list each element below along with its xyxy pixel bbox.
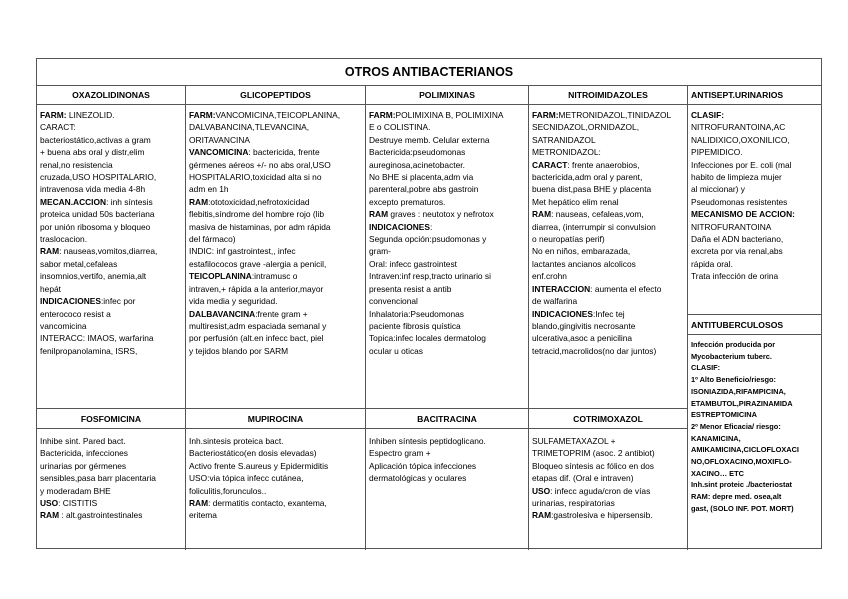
line-text: Intraven:inf resp,tracto urinario si (369, 271, 491, 282)
text-line (691, 146, 819, 158)
line-text: Pseudomonas resistentes (691, 196, 788, 207)
line-text: TRIMETOPRIM (asoc. 2 antibiot) (532, 448, 655, 459)
text-line (532, 221, 684, 233)
text-line: CLASIF: (691, 363, 721, 373)
bold-label: FARM: (40, 110, 67, 120)
bold-label: RAM (189, 498, 209, 509)
text-line (40, 472, 182, 484)
header-fosfomicina: FOSFOMICINA (37, 409, 185, 429)
header-antisept-urinarios: ANTISEPT.URINARIOS (688, 85, 822, 105)
header-bacitracina: BACITRACINA (366, 409, 528, 429)
text-line (532, 183, 684, 195)
line-text: :ototoxicidad,nefrotoxicidad (208, 196, 310, 207)
line-text: presenta resist a antib (369, 283, 452, 294)
text-line (189, 146, 362, 158)
line-text: CARACT: (40, 122, 76, 133)
line-text: :frente gram + (255, 308, 308, 319)
text-line (40, 121, 182, 133)
text-line: Infección producida por (691, 340, 776, 349)
bold-label: MECAN.ACCION (40, 196, 107, 207)
text-line (532, 345, 684, 357)
header-polimixinas: POLIMIXINAS (366, 85, 528, 105)
line-text: NITROFURANTOINA (691, 221, 772, 232)
text-line (40, 146, 182, 158)
text-line: AMIKAMICINA,CICLOFLOXACI (691, 445, 799, 455)
text-line (691, 258, 819, 270)
header-oxazolidinonas: OXAZOLIDINONAS (37, 85, 185, 105)
line-text: traslocacion. (40, 234, 88, 245)
line-text: lactantes ancianos alcolicos (532, 258, 636, 269)
text-line (369, 121, 525, 133)
line-text: parenteral,pobre abs gastroin (369, 184, 479, 195)
line-text: : bactericida, frente (248, 147, 320, 158)
text-line (40, 270, 182, 282)
line-text: VANCOMICINA,TEICOPLANINA, (215, 110, 341, 120)
text-line (532, 447, 684, 459)
line-text: ocular u oticas (369, 345, 423, 356)
bold-label: MECANISMO DE ACCION: (691, 209, 795, 220)
text-line (369, 332, 525, 344)
line-text: SATRANIDAZOL (532, 134, 596, 145)
header-nitroimidazoles: NITROIMIDAZOLES (529, 85, 687, 105)
cell-polimixinas (366, 107, 528, 407)
text-line (369, 233, 525, 245)
text-line (189, 345, 362, 357)
bold-label: FARM: (532, 110, 559, 120)
text-line: ISONIAZIDA,RIFAMPICINA, (691, 386, 786, 396)
line-text: habito de limpieza mujer (691, 172, 782, 183)
text-line (532, 245, 684, 257)
line-text: ORITAVANCINA (189, 134, 250, 145)
text-line (532, 258, 684, 270)
text-line (189, 121, 362, 133)
line-text: : aumenta el efecto (590, 283, 662, 294)
line-text: de walfarina (532, 296, 578, 307)
line-text: enf.crohn (532, 271, 567, 282)
line-text: Met hepático elim renal (532, 196, 619, 207)
bold-label: USO (40, 498, 59, 509)
text-line (532, 159, 684, 171)
text-line (369, 134, 525, 146)
text-line (532, 295, 684, 307)
text-line: 1º Alto Beneficio/riesgo: (691, 375, 776, 385)
text-line (40, 221, 182, 233)
text-line (691, 121, 819, 133)
cell-bacitracina (366, 433, 528, 549)
text-line (189, 332, 362, 344)
bold-label: CARACT (532, 159, 568, 170)
line-text: foliculitis,forunculos.. (189, 485, 267, 496)
line-text: Bacteriostático(en dosis elevadas) (189, 448, 317, 459)
line-text: Bactericida:pseudomonas (369, 147, 466, 158)
text-line (40, 460, 182, 472)
line-text: diarrea, (interrumpir si convulsion (532, 221, 656, 232)
text-line (369, 171, 525, 183)
text-line (40, 196, 182, 208)
header-antituberculosos: ANTITUBERCULOSOS (688, 315, 822, 335)
cell-glicopeptidos (186, 107, 365, 407)
line-text: vida media y seguridad. (189, 296, 278, 307)
cell-antisept-urinarios (688, 107, 822, 313)
text-line (189, 171, 362, 183)
text-line (369, 183, 525, 195)
line-text: intravenosa vida media 4-8h (40, 184, 146, 195)
line-text: vancomicina (40, 320, 87, 331)
line-text: intraven,+ rápida a la anterior,mayor (189, 283, 324, 294)
line-text: o neuropatías perif) (532, 234, 605, 245)
text-line (189, 472, 362, 484)
line-text: :gastrolesiva e hipersensib. (551, 510, 653, 521)
line-text: :infec por (100, 296, 136, 307)
line-text: LINEZOLID. (66, 110, 115, 120)
text-line (369, 221, 525, 233)
text-line (189, 221, 362, 233)
text-line (532, 485, 684, 497)
text-line (532, 233, 684, 245)
line-text: flebitis,síndrome del hombre rojo (lib (189, 209, 324, 220)
text-line (691, 221, 819, 233)
text-line (532, 460, 684, 472)
line-text: por unión ribosoma y bloqueo (40, 221, 151, 232)
text-line (40, 295, 182, 307)
line-text: estafilococos grave -alergia a penicil, (189, 258, 327, 269)
line-text: Trata infección de orina (691, 271, 779, 282)
text-line (40, 109, 182, 121)
text-line (532, 196, 684, 208)
line-text: : nauseas, cefaleas,vom, (551, 209, 644, 220)
text-line (369, 270, 525, 282)
text-line (532, 497, 684, 509)
line-text: bactericida,adm oral y parent, (532, 172, 643, 183)
line-text: HOSPITALARIO,toxicidad alta si no (189, 172, 322, 183)
bold-label: RAM (40, 510, 60, 521)
text-line (189, 460, 362, 472)
text-line (691, 183, 819, 195)
line-text: cruzada,USO HOSPITALARIO, (40, 172, 157, 183)
text-line (369, 208, 525, 220)
text-line (189, 497, 362, 509)
text-line: Inh.sint proteic ./bacteriostat (691, 480, 793, 490)
line-text: y moderadam BHE (40, 485, 111, 496)
line-text: SULFAMETAXAZOL + (532, 436, 616, 446)
line-text: : infecc aguda/cron de vías (550, 485, 651, 496)
line-text: USO:via tópica infecc cutánea, (189, 473, 304, 484)
bold-label: RAM (532, 510, 552, 521)
bold-label: DALBAVANCINA (189, 308, 256, 319)
bold-label: INDICACIONES (40, 296, 101, 307)
line-text: Bactericida, infecciones (40, 448, 128, 459)
text-line (369, 460, 525, 472)
line-text: INDIC: inf gastrointest,, infec (189, 246, 296, 257)
text-line (369, 109, 525, 121)
line-text: METRONIDAZOL,TINIDAZOL (558, 110, 672, 120)
line-text: graves : neutotox y nefrotox (388, 209, 494, 220)
text-line (691, 171, 819, 183)
line-text: POLIMIXINA B, POLIMIXINA (395, 110, 504, 120)
text-line (189, 320, 362, 332)
text-line (40, 320, 182, 332)
line-text: Inhibe sint. Pared bact. (40, 436, 126, 446)
line-text: PIPEMIDICO. (691, 147, 743, 158)
text-line (40, 509, 182, 521)
text-line (532, 320, 684, 332)
line-text: urinarias, respiratorias (532, 498, 615, 509)
line-text: renal,no resistencia (40, 159, 113, 170)
line-text: : inh síntesis (106, 196, 153, 207)
line-text: rápida oral. (691, 258, 733, 269)
text-line: Mycobacterium tuberc. (691, 351, 772, 361)
line-text: METRONIDAZOL: (532, 147, 601, 158)
text-line (40, 435, 182, 447)
text-line (691, 245, 819, 257)
text-line (369, 435, 525, 447)
line-text: insomnios,vertifo, anemia,alt (40, 271, 147, 282)
line-text: Inh.sintesis proteica bact. (189, 436, 284, 446)
header-cotrimoxazol: COTRIMOXAZOL (529, 409, 687, 429)
text-line (369, 245, 525, 257)
text-line (40, 308, 182, 320)
line-text: fenilpropanolamina, ISRS, (40, 345, 138, 356)
line-text: masiva de histaminas, por adm rápida (189, 221, 331, 232)
text-line (189, 183, 362, 195)
header-glicopeptidos: GLICOPEPTIDOS (186, 85, 365, 105)
line-text: Daña el ADN bacteriano, (691, 234, 784, 245)
text-line (369, 196, 525, 208)
cell-mupirocina (186, 433, 365, 549)
text-line (189, 283, 362, 295)
text-line: KANAMICINA, (691, 433, 741, 443)
text-line (691, 159, 819, 171)
text-line (40, 283, 182, 295)
line-text: NITROFURANTOINA,AC (691, 122, 786, 133)
text-line (189, 485, 362, 497)
line-text: tetracid,macrolidos(no dar juntos) (532, 345, 657, 356)
bold-label: RAM (189, 196, 209, 207)
cell-cotrimoxazol (529, 433, 687, 549)
line-text: Topica:infec locales dermatolog (369, 333, 486, 344)
text-line (189, 258, 362, 270)
line-text: : (429, 221, 433, 232)
line-text: Segunda opción:psudomonas y (369, 234, 487, 245)
line-text: por perfusión (alt.en infecc bact, piel (189, 333, 324, 344)
cell-nitroimidazoles (529, 107, 687, 407)
line-text: y tejidos blando por SARM (189, 345, 289, 356)
text-line (532, 332, 684, 344)
line-text: multiresist,adm espaciada semanal y (189, 320, 327, 331)
text-line (40, 134, 182, 146)
text-line (40, 183, 182, 195)
line-text: :intramusc o (251, 271, 298, 282)
line-text: No en niños, embarazada, (532, 246, 631, 257)
line-text: : nauseas,vomitos,diarrea, (59, 246, 158, 257)
bold-label: INDICACIONES (532, 308, 593, 319)
text-line: ETAMBUTOL,PIRAZINAMIDA (691, 398, 793, 408)
line-text: Oral: infecc gastrointest (369, 258, 457, 269)
line-text: : alt.gastrointestinales (59, 510, 143, 521)
text-line (369, 295, 525, 307)
line-text: Infecciones por E. coli (mal (691, 159, 792, 170)
line-text: : dermatitis contacto, exantema, (208, 498, 327, 509)
bold-label: RAM (369, 209, 389, 220)
text-line (189, 509, 362, 521)
text-line (532, 283, 684, 295)
text-line (369, 146, 525, 158)
line-text: blando,gingivitis necrosante (532, 320, 636, 331)
text-line (189, 295, 362, 307)
line-text: enterococo resist a (40, 308, 111, 319)
bold-label: INTERACCION (532, 283, 591, 294)
text-line (532, 109, 684, 121)
antibacterial-table (36, 58, 822, 549)
line-text: NALIDIXICO,OXONILICO, (691, 134, 790, 145)
text-line (189, 308, 362, 320)
text-line (691, 270, 819, 282)
text-line: gast, (SOLO INF. POT. MORT) (691, 503, 794, 513)
bold-label: FARM: (189, 110, 216, 120)
header-mupirocina: MUPIROCINA (186, 409, 365, 429)
line-text: ulcerativa,asoc a penicilina (532, 333, 633, 344)
line-text: aureginosa,acinetobacter. (369, 159, 465, 170)
line-text: hepát (40, 283, 61, 294)
text-line (532, 146, 684, 158)
bold-label: FARM: (369, 110, 396, 120)
line-text: buena dist,pasa BHE y placenta (532, 184, 652, 195)
line-text: : frente anaerobios, (567, 159, 640, 170)
text-line (532, 134, 684, 146)
line-text: SECNIDAZOL,ORNIDAZOL, (532, 122, 640, 133)
text-line (532, 208, 684, 220)
line-text: dermatológicas y oculares (369, 473, 467, 484)
line-text: Aplicación tópica infecciones (369, 460, 477, 471)
bold-label: RAM (40, 246, 60, 257)
text-line (40, 245, 182, 257)
text-line: RAM: depre med. osea,alt (691, 492, 782, 502)
cell-fosfomicina (37, 433, 185, 549)
text-line (40, 447, 182, 459)
line-text: del fármaco) (189, 234, 236, 245)
text-line (691, 208, 819, 220)
line-text: Inhalatoria:Pseudomonas (369, 308, 464, 319)
line-text: al miccionar) y (691, 184, 745, 195)
line-text: excreta por via renal,abs (691, 246, 783, 257)
text-line (189, 109, 362, 121)
text-line (40, 208, 182, 220)
text-line (189, 233, 362, 245)
line-text: etapas dif. (Oral e intraven) (532, 473, 634, 484)
line-text: excepto prematuros. (369, 196, 446, 207)
text-line (532, 435, 684, 447)
text-line: ESTREPTOMICINA (691, 410, 757, 420)
line-text: eritema (189, 510, 217, 521)
text-line (369, 447, 525, 459)
text-line (532, 509, 684, 521)
text-line (189, 134, 362, 146)
line-text: : CISTITIS (58, 498, 98, 509)
line-text: + buena abs oral y distr,elim (40, 147, 145, 158)
line-text: Espectro gram + (369, 448, 431, 459)
line-text: sensibles,pasa barr placentaria (40, 473, 156, 484)
line-text: INTERACC: IMAOS, warfarina (40, 333, 154, 344)
bold-label: USO (532, 485, 551, 496)
line-text: sabor metal,cefaleas (40, 258, 118, 269)
line-text: Inhiben síntesis peptidoglicano. (369, 436, 486, 446)
bold-label: INDICACIONES (369, 221, 430, 232)
bold-label: TEICOPLANINA (189, 271, 252, 282)
text-line (532, 472, 684, 484)
line-text: Bloqueo síntesis ac fólico en dos (532, 460, 654, 471)
line-text: paciente fibrosis quística (369, 320, 461, 331)
text-line (369, 320, 525, 332)
page-title: OTROS ANTIBACTERIANOS (37, 59, 821, 86)
text-line (691, 233, 819, 245)
text-line (691, 134, 819, 146)
bold-label: VANCOMICINA (189, 147, 249, 158)
line-text: No BHE si placenta,adm via (369, 172, 474, 183)
text-line (189, 208, 362, 220)
text-line (40, 497, 182, 509)
text-line (40, 233, 182, 245)
text-line (189, 447, 362, 459)
cell-antituberculosos (688, 337, 822, 549)
text-line (532, 171, 684, 183)
text-line (40, 332, 182, 344)
text-line (40, 485, 182, 497)
line-text: proteica unidad 50s bacteriana (40, 209, 155, 220)
line-text: DALVABANCINA,TLEVANCINA, (189, 122, 310, 133)
text-line (369, 159, 525, 171)
text-line (40, 159, 182, 171)
bold-label: RAM (532, 209, 552, 220)
text-line (189, 435, 362, 447)
line-text: convencional (369, 296, 418, 307)
text-line: NO,OFLOXACINO,MOXIFLO- (691, 457, 792, 467)
text-line (691, 109, 819, 121)
text-line (40, 171, 182, 183)
text-line (691, 196, 819, 208)
text-line: XACINO… ETC (691, 468, 744, 478)
text-line (189, 159, 362, 171)
cell-oxazolidinonas (37, 107, 185, 407)
line-text: Destruye memb. Celular externa (369, 134, 490, 145)
line-text: bacteriostático,activas a gram (40, 134, 151, 145)
text-line (369, 472, 525, 484)
line-text: :Infec tej (592, 308, 625, 319)
text-line (532, 308, 684, 320)
line-text: gram- (369, 246, 391, 257)
text-line: 2º Menor Eficacia/ riesgo: (691, 421, 781, 431)
text-line (369, 258, 525, 270)
text-line (369, 283, 525, 295)
line-text: E o COLISTINA. (369, 122, 431, 133)
text-line (189, 270, 362, 282)
text-line (40, 345, 182, 357)
text-line (189, 196, 362, 208)
text-line (532, 121, 684, 133)
line-text: urinarias por gérmenes (40, 460, 127, 471)
text-line (369, 345, 525, 357)
text-line (189, 245, 362, 257)
text-line (369, 308, 525, 320)
line-text: gérmenes aéreos +/- no abs oral,USO (189, 159, 331, 170)
line-text: Activo frente S.aureus y Epidermiditis (189, 460, 329, 471)
line-text: adm en 1h (189, 184, 229, 195)
text-line (532, 270, 684, 282)
text-line (40, 258, 182, 270)
bold-label: CLASIF: (691, 110, 725, 120)
